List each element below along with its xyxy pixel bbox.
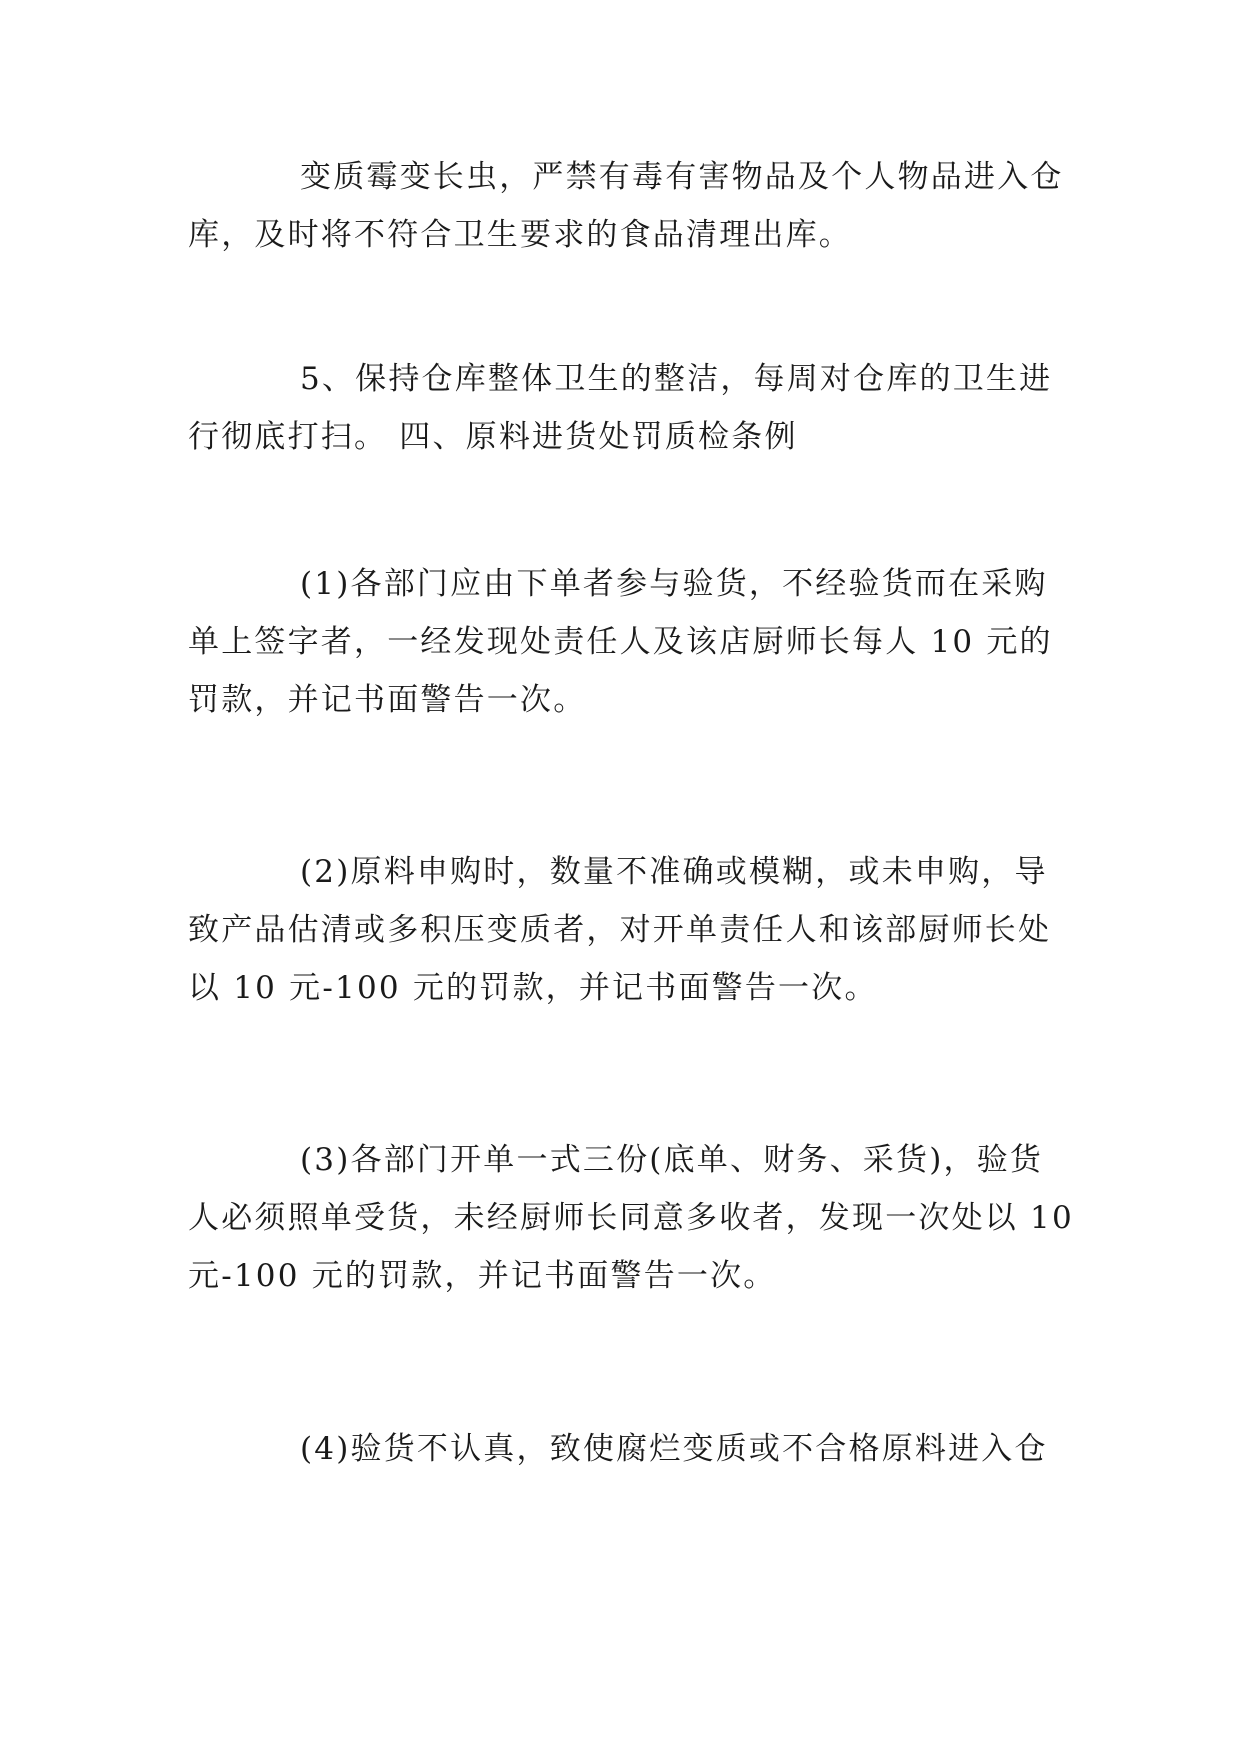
paragraph-line: 库，及时将不符合卫生要求的食品清理出库。 — [188, 217, 852, 253]
paragraph-line: (4)验货不认真，致使腐烂变质或不合格原料进入仓 — [300, 1431, 1048, 1467]
paragraph-line: 元-100 元的罚款，并记书面警告一次。 — [188, 1258, 777, 1294]
paragraph-line: 5、保持仓库整体卫生的整洁，每周对仓库的卫生进 — [300, 361, 1053, 397]
paragraph-line: (1)各部门应由下单者参与验货，不经验货而在采购 — [300, 566, 1048, 602]
paragraph-line: 以 10 元-100 元的罚款，并记书面警告一次。 — [188, 970, 878, 1006]
paragraph-rule-2 — [188, 843, 1054, 1017]
paragraph-line: 致产品估清或多积压变质者，对开单责任人和该部厨师长处 — [188, 912, 1052, 948]
paragraph-line: 单上签字者，一经发现处责任人及该店厨师长每人 10 元的 — [188, 624, 1053, 660]
paragraph-rule-3 — [188, 1131, 1074, 1305]
paragraph-item-5 — [188, 350, 1054, 466]
paragraph-line: 罚款，并记书面警告一次。 — [188, 682, 587, 718]
paragraph-line: 人必须照单受货，未经厨师长同意多收者，发现一次处以 10 — [188, 1200, 1074, 1236]
paragraph-line: 变质霉变长虫，严禁有毒有害物品及个人物品进入仓 — [300, 159, 1064, 195]
paragraph-line: (3)各部门开单一式三份(底单、财务、采货)，验货 — [300, 1142, 1044, 1178]
paragraph-storage-hygiene — [188, 148, 1064, 264]
paragraph-line: (2)原料申购时，数量不准确或模糊，或未申购，导 — [300, 854, 1048, 890]
paragraph-line: 行彻底打扫。 四、原料进货处罚质检条例 — [188, 419, 798, 455]
paragraph-rule-4 — [188, 1420, 1054, 1478]
paragraph-rule-1 — [188, 555, 1054, 729]
